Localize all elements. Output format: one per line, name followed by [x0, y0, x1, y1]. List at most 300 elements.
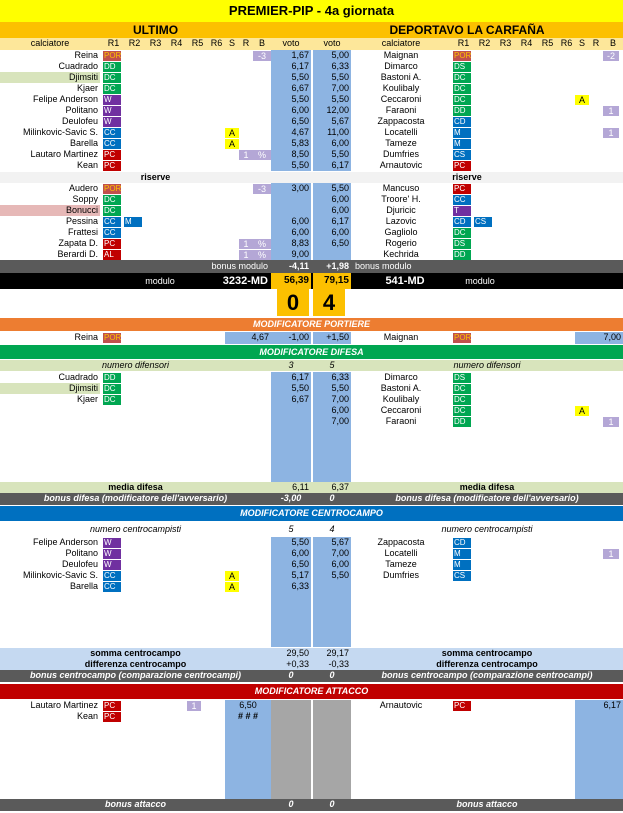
left-player-voto: 6,67: [271, 83, 311, 94]
table-row: [0, 127, 623, 138]
left-player-name: Barella: [69, 581, 98, 591]
empty-voto-right: [313, 438, 351, 449]
right-player-voto: 6,00: [313, 405, 351, 416]
right-player-role: DC: [453, 395, 471, 405]
right-player-role: DD: [453, 250, 471, 260]
right-player-voto: 7,00: [313, 416, 351, 427]
left-player-name: Djimsiti: [0, 383, 100, 394]
right-player-name: Dimarco: [384, 61, 418, 71]
left-team-name: ULTIMO: [132, 23, 179, 37]
left-player-name: Felipe Anderson: [32, 94, 98, 104]
table-row: [0, 427, 623, 438]
left-player-voto: 6,00: [271, 548, 311, 559]
table-row: [0, 777, 623, 788]
right-player-voto: 6,33: [313, 61, 351, 72]
media-difesa-label-right: media difesa: [459, 482, 515, 492]
right-player-voto: 6,00: [313, 205, 351, 216]
attacco-voto-bg-left: [225, 766, 271, 777]
attacco-gray-right: [313, 755, 351, 766]
reserve-row: [0, 183, 623, 194]
right-player-s: A: [575, 95, 589, 105]
right-player-voto: 5,50: [313, 570, 351, 581]
bonus-modulo-left: -4,11: [288, 261, 309, 271]
bonus-centro-label-left: bonus centrocampo (comparazione centrocampi): [29, 670, 242, 680]
empty-voto-right: [313, 636, 351, 647]
mod-centro-title: MODIFICATORE CENTROCAMPO: [240, 508, 383, 518]
right-player-role: DS: [453, 62, 471, 72]
right-player-name: Bastoni A.: [380, 72, 422, 82]
attacco-gray-left: [271, 777, 311, 788]
left-player-name: Pessina: [65, 216, 98, 226]
right-player-name: Dumfries: [382, 570, 419, 580]
left-player-voto: 6,17: [271, 372, 311, 383]
left-player-voto: 5,50: [271, 72, 311, 83]
right-player-name: Faraoni: [385, 416, 417, 426]
mod-portiere-right-role: POR: [454, 333, 472, 342]
table-row: [0, 733, 623, 744]
attacco-voto-bg-left: [225, 755, 271, 766]
left-player-voto: 5,17: [271, 570, 311, 581]
table-row: [0, 559, 623, 570]
right-player-voto: 6,00: [313, 194, 351, 205]
left-player-name: Audero: [68, 183, 98, 193]
right-player-voto: [313, 249, 351, 260]
reserve-row: [0, 249, 623, 260]
left-player-voto: [271, 194, 311, 205]
somma-centro-row: [0, 648, 623, 659]
right-player-b: 1: [603, 549, 619, 559]
table-row: [0, 537, 623, 548]
attacco-gray-right: [313, 733, 351, 744]
right-player-voto: 6,17: [313, 160, 351, 171]
empty-voto-right: [313, 592, 351, 603]
left-attacker-voto: # # #: [237, 711, 259, 721]
left-player-voto: 9,00: [271, 249, 311, 260]
table-row: [0, 149, 623, 160]
right-player-voto: 11,00: [313, 127, 351, 138]
media-difesa-label-left: media difesa: [108, 482, 163, 492]
left-header-voto: voto: [282, 38, 300, 48]
table-row: [0, 625, 623, 636]
somma-centro-right: 29,17: [326, 648, 349, 658]
left-player-role: CC: [103, 139, 121, 149]
left-player-name: Politano: [65, 548, 98, 558]
table-row: [0, 94, 623, 105]
left-player-voto: 6,67: [271, 394, 311, 405]
right-player-role: DC: [453, 95, 471, 105]
modulo-left: 3232-MD: [222, 275, 268, 287]
attacco-gray-left: [271, 744, 311, 755]
empty-voto-right: [313, 449, 351, 460]
right-player-role: DS: [453, 239, 471, 249]
left-player-role: CC: [103, 582, 121, 592]
table-row: [0, 116, 623, 127]
table-row: [0, 581, 623, 592]
empty-voto-right: [313, 603, 351, 614]
attacco-voto-bg-left: [225, 722, 271, 733]
mod-centro-header: [0, 506, 623, 521]
left-player-voto: 6,00: [271, 227, 311, 238]
left-header-s: S: [228, 38, 235, 48]
right-player-name: Kechrida: [383, 249, 419, 259]
right-player-name: Zappacosta: [377, 537, 425, 547]
table-row: [0, 394, 623, 405]
column-header-row: [0, 38, 623, 50]
right-player-voto: 12,00: [313, 105, 351, 116]
reserve-row: [0, 227, 623, 238]
right-player-voto: 5,67: [313, 116, 351, 127]
left-player-name: Barella: [69, 138, 98, 148]
left-player-role: DC: [103, 206, 121, 216]
left-player-name: Milinkovic-Savic S.: [22, 127, 98, 137]
attacco-gray-right: [313, 711, 351, 722]
table-row: [0, 449, 623, 460]
right-player-voto: 6,50: [313, 238, 351, 249]
right-header-r2: R2: [478, 38, 491, 48]
attacco-gray-right: [313, 744, 351, 755]
right-header-r1: R1: [457, 38, 470, 48]
right-player-name: Djuricic: [386, 205, 416, 215]
right-player-name: Troore' H.: [381, 194, 421, 204]
empty-voto-right: [313, 471, 351, 482]
empty-voto-right: [313, 427, 351, 438]
right-header-r5: R5: [541, 38, 554, 48]
page-title: [0, 0, 623, 22]
attacco-gray-left: [271, 766, 311, 777]
mod-difesa-title: MODIFICATORE DIFESA: [259, 347, 364, 357]
left-player-role: POR: [104, 184, 122, 193]
modulo-label-left: modulo: [145, 276, 175, 286]
right-player-role: M: [453, 139, 471, 149]
left-player-voto: 8,50: [271, 149, 311, 160]
left-player-name: Milinkovic-Savic S.: [22, 570, 98, 580]
table-row: [0, 548, 623, 559]
right-player-name: Tameze: [385, 559, 417, 569]
left-attacker-name: Kean: [76, 711, 98, 721]
left-player-voto: 6,50: [271, 116, 311, 127]
mod-portiere-title: MODIFICATORE PORTIERE: [252, 319, 370, 329]
right-player-name: Locatelli: [384, 548, 418, 558]
bonus-centro-row: [0, 670, 623, 682]
attacco-voto-bg-right: [575, 777, 623, 788]
empty-voto-left: [271, 449, 311, 460]
attacco-voto-bg-left: [225, 788, 271, 799]
table-row: [0, 603, 623, 614]
left-player-name: Deulofeu: [61, 559, 98, 569]
attacco-gray-right: [313, 766, 351, 777]
bonus-modulo-label-right: bonus modulo: [355, 261, 412, 271]
right-player-name: Ceccaroni: [380, 94, 422, 104]
mod-difesa-num-row: [0, 360, 623, 371]
attacco-voto-bg-left: [225, 733, 271, 744]
right-header-b: B: [609, 38, 616, 48]
left-player-role: W: [103, 538, 121, 548]
left-player-role: DD: [103, 373, 121, 383]
empty-voto-right: [313, 460, 351, 471]
left-player-role: PC: [103, 239, 121, 249]
left-player-voto: [271, 205, 311, 216]
mod-portiere-right-voto: 7,00: [575, 332, 623, 344]
attacco-gray-left: [271, 788, 311, 799]
attacco-voto-bg-right: [575, 766, 623, 777]
table-row: [0, 711, 623, 722]
left-player-name: Cuadrado: [58, 61, 98, 71]
right-player-name: Mancuso: [382, 183, 420, 193]
table-row: [0, 160, 623, 171]
left-attacker-role: PC: [103, 712, 121, 722]
table-row: [0, 636, 623, 647]
left-player-role: CC: [103, 571, 121, 581]
left-player-role: W: [103, 106, 121, 116]
table-row: [0, 383, 623, 394]
diff-centro-label-left: differenza centrocampo: [84, 659, 187, 669]
modulo-row: [0, 273, 623, 289]
left-player-voto: 5,50: [271, 383, 311, 394]
right-player-role: CS: [453, 571, 471, 581]
reserve-row: [0, 205, 623, 216]
left-player-role: PC: [103, 150, 121, 160]
left-player-role: AL: [103, 250, 121, 260]
left-attacker-r: 1: [187, 701, 201, 711]
right-player-role: DS: [453, 373, 471, 383]
left-player-name: Kean: [76, 160, 98, 170]
left-player-voto: 5,50: [271, 537, 311, 548]
attacco-gray-left: [271, 722, 311, 733]
left-header-r4: R4: [170, 38, 183, 48]
right-player-name: Locatelli: [384, 127, 418, 137]
media-difesa-right: 6,37: [331, 482, 349, 492]
left-player-name: Kjaer: [76, 394, 98, 404]
left-header-r1: R1: [107, 38, 120, 48]
left-player-r: 1: [239, 250, 253, 260]
mod-portiere-right-name: Maignan: [383, 332, 419, 342]
table-row: [0, 372, 623, 383]
left-player-role: DC: [103, 84, 121, 94]
bonus-modulo-right: +1,98: [326, 261, 349, 271]
attacco-gray-left: [271, 733, 311, 744]
mod-attacco-title: MODIFICATORE ATTACCO: [254, 686, 369, 696]
right-player-role: CD: [453, 217, 471, 227]
table-row: [0, 592, 623, 603]
right-header-s: S: [578, 38, 585, 48]
table-row: [0, 788, 623, 799]
table-row: [0, 72, 623, 83]
left-player-voto: 8,83: [271, 238, 311, 249]
right-player-voto: 6,00: [313, 227, 351, 238]
right-player-role: M: [453, 560, 471, 570]
right-player-role: M: [453, 549, 471, 559]
bonus-modulo-row: [0, 260, 623, 273]
empty-voto-left: [271, 416, 311, 427]
right-player-role: DC: [453, 73, 471, 83]
right-player-voto: 6,00: [313, 138, 351, 149]
right-header-voto: voto: [323, 38, 341, 48]
mod-difesa-header: [0, 345, 623, 359]
left-player-s: A: [225, 571, 239, 581]
right-score: 4: [313, 289, 345, 316]
empty-voto-right: [313, 625, 351, 636]
right-player-name: Bastoni A.: [380, 383, 422, 393]
left-player-voto: 6,17: [271, 61, 311, 72]
right-player-name: Ceccaroni: [380, 405, 422, 415]
somma-centro-label-left: somma centrocampo: [90, 648, 181, 658]
left-player-name: Zapata D.: [58, 238, 98, 248]
left-attacker-name: Lautaro Martinez: [30, 700, 98, 710]
right-player-voto: 5,50: [313, 149, 351, 160]
left-header-r2: R2: [128, 38, 141, 48]
table-row: [0, 138, 623, 149]
right-player-name: Tameze: [385, 138, 417, 148]
right-player-role: DC: [453, 384, 471, 394]
left-player-voto: 4,67: [271, 127, 311, 138]
bonus-difesa-row: [0, 493, 623, 505]
right-header-calciatore: calciatore: [381, 38, 421, 48]
bonus-centro-left: 0: [288, 670, 294, 680]
right-player-voto: 6,17: [313, 216, 351, 227]
right-total: 79,15: [313, 273, 351, 289]
table-row: [0, 700, 623, 711]
left-player-role: DC: [103, 195, 121, 205]
attacco-voto-bg-right: [575, 711, 623, 722]
right-player-name: Dimarco: [384, 372, 418, 382]
mod-difesa-num-label-right: numero difensori: [453, 360, 521, 370]
right-player-voto: 7,00: [313, 83, 351, 94]
left-player-voto: 6,00: [271, 216, 311, 227]
left-player-b: %: [253, 239, 271, 249]
empty-voto-right: [313, 581, 351, 592]
right-player-name: Zappacosta: [377, 116, 425, 126]
right-player-voto: 6,00: [313, 559, 351, 570]
left-total: 56,39: [271, 273, 311, 289]
somma-centro-left: 29,50: [286, 648, 309, 658]
mod-portiere-left-role: POR: [104, 333, 122, 342]
right-player-role: CS: [453, 150, 471, 160]
empty-voto-right: [313, 614, 351, 625]
right-player-name: Dumfries: [382, 149, 419, 159]
bonus-centro-right: 0: [329, 670, 335, 680]
right-team-name: DEPORTAVO LA CARFAÑA: [389, 23, 545, 37]
mod-portiere-left-name: Reina: [74, 332, 98, 342]
left-player-name: Felipe Anderson: [32, 537, 98, 547]
left-player-role: W: [103, 95, 121, 105]
attacco-voto-bg-right: [575, 755, 623, 766]
left-header-r5: R5: [191, 38, 204, 48]
bonus-attacco-label-left: bonus attacco: [104, 799, 166, 809]
bonus-attacco-row: [0, 799, 623, 811]
left-player-role2: M: [124, 217, 142, 227]
mod-difesa-left-num: 3: [288, 360, 294, 370]
mod-centro-num-label-right: numero centrocampisti: [441, 524, 533, 534]
empty-voto-left: [271, 405, 311, 416]
attacco-gray-right: [313, 722, 351, 733]
left-player-b: %: [253, 150, 271, 160]
right-header-r4: R4: [520, 38, 533, 48]
right-attacker-name: Arnautovic: [379, 700, 423, 710]
left-player-role: POR: [104, 51, 122, 60]
bonus-difesa-label-left: bonus difesa (modificatore dell'avversario): [43, 493, 228, 503]
attacco-voto-bg-right: [575, 788, 623, 799]
left-player-voto: 6,50: [271, 559, 311, 570]
left-player-role: DD: [103, 62, 121, 72]
attacco-gray-right: [313, 777, 351, 788]
left-player-name: Deulofeu: [61, 116, 98, 126]
left-player-r: 1: [239, 239, 253, 249]
right-player-b: 1: [603, 417, 619, 427]
attacco-voto-bg-right: [575, 722, 623, 733]
table-row: [0, 460, 623, 471]
empty-voto-left: [271, 625, 311, 636]
attacco-gray-right: [313, 788, 351, 799]
modulo-right: 541-MD: [385, 275, 425, 287]
left-player-s: A: [225, 128, 239, 138]
reserves-header-row: [0, 172, 623, 183]
mod-centro-num-label-left: numero centrocampisti: [89, 524, 182, 534]
right-player-name: Maignan: [383, 50, 419, 60]
right-player-b: 1: [603, 106, 619, 116]
diff-centro-left: +0,33: [286, 659, 309, 669]
table-row: [0, 83, 623, 94]
mod-difesa-right-num: 5: [329, 360, 335, 370]
right-player-b: -2: [603, 51, 619, 61]
left-score: 0: [277, 289, 309, 316]
diff-centro-label-right: differenza centrocampo: [436, 659, 538, 669]
right-attacker-role: PC: [453, 701, 471, 711]
table-row: [0, 766, 623, 777]
left-player-name: Soppy: [72, 194, 98, 204]
table-row: [0, 744, 623, 755]
left-player-role: CC: [103, 228, 121, 238]
bonus-modulo-label-left: bonus modulo: [211, 261, 268, 271]
right-player-name: Koulibaly: [382, 83, 420, 93]
left-header-calciatore: calciatore: [30, 38, 70, 48]
empty-voto-left: [271, 614, 311, 625]
right-player-role: POR: [454, 51, 472, 60]
right-attacker-voto: 6,17: [603, 700, 621, 710]
left-player-name: Bonucci: [0, 205, 100, 216]
attacco-voto-bg-left: [225, 777, 271, 788]
left-player-role: PC: [103, 161, 121, 171]
right-player-role: PC: [453, 184, 471, 194]
left-player-s: A: [225, 139, 239, 149]
left-player-b: -3: [253, 184, 271, 194]
left-player-role: DC: [103, 73, 121, 83]
attacco-gray-left: [271, 700, 311, 711]
right-player-role: PC: [453, 161, 471, 171]
left-player-role: DC: [103, 395, 121, 405]
empty-voto-left: [271, 460, 311, 471]
mod-centro-num-row: [0, 524, 623, 535]
mod-portiere-left-bonus: -1,00: [271, 332, 311, 344]
modulo-label-right: modulo: [465, 276, 495, 286]
right-player-voto: 5,50: [313, 72, 351, 83]
right-player-role: DC: [453, 84, 471, 94]
media-difesa-left: 6,11: [292, 482, 309, 492]
left-player-name: Kjaer: [76, 83, 98, 93]
left-player-voto: 1,67: [271, 50, 311, 61]
bonus-centro-label-right: bonus centrocampo (comparazione centrocampi): [381, 670, 593, 680]
empty-voto-left: [271, 603, 311, 614]
table-row: [0, 438, 623, 449]
right-player-name: Lazovic: [385, 216, 417, 226]
attacco-voto-bg-left: [225, 744, 271, 755]
empty-voto-left: [271, 471, 311, 482]
diff-centro-right: -0,33: [328, 659, 349, 669]
right-player-role: DD: [453, 106, 471, 116]
right-player-role: DD: [453, 417, 471, 427]
mod-centro-left-num: 5: [288, 524, 294, 534]
mod-difesa-num-label-left: numero difensori: [101, 360, 170, 370]
title-text: PREMIER-PIP - 4a giornata: [228, 3, 395, 18]
